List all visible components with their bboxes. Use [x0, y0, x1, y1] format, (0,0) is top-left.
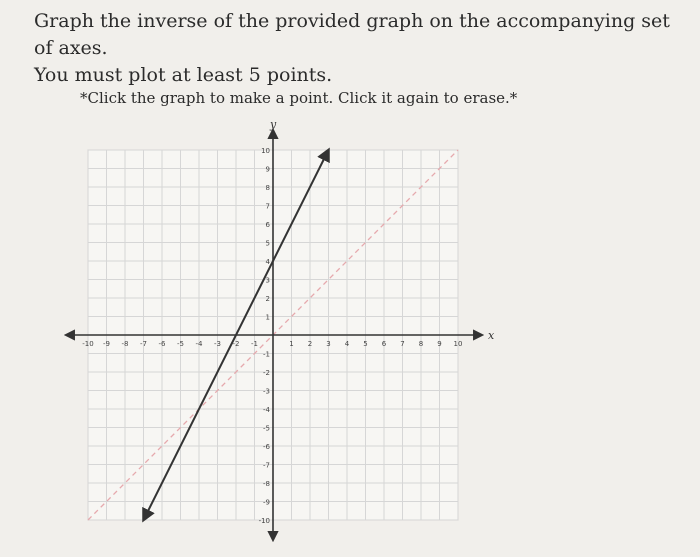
y-tick-label: 10 — [261, 147, 270, 155]
graph-canvas[interactable] — [60, 118, 495, 538]
x-axis-label: x — [488, 329, 495, 342]
y-tick-label: -1 — [263, 350, 270, 359]
y-tick-label: -6 — [263, 443, 270, 451]
y-tick-label: 4 — [265, 258, 270, 266]
y-tick-label: -8 — [263, 480, 270, 488]
question-line-2: You must plot at least 5 points. — [34, 64, 333, 86]
x-tick-label: -3 — [214, 340, 221, 348]
x-tick-label: -9 — [103, 340, 110, 348]
y-tick-label: 9 — [265, 165, 270, 174]
x-tick-label: -8 — [121, 340, 129, 348]
x-tick-label: 8 — [418, 340, 424, 348]
x-tick-label: 3 — [326, 340, 331, 348]
y-tick-label: 1 — [265, 313, 270, 322]
y-tick-label: 8 — [265, 184, 270, 192]
y-tick-label: -4 — [263, 406, 270, 414]
x-tick-label: 2 — [307, 340, 313, 348]
x-tick-label: -7 — [140, 340, 147, 348]
coordinate-plane[interactable] — [60, 118, 495, 538]
x-tick-label: -4 — [195, 340, 203, 348]
x-tick-label: 5 — [363, 340, 368, 348]
x-tick-label: -1 — [251, 340, 258, 348]
x-tick-label: -10 — [82, 340, 94, 348]
y-tick-label: -9 — [263, 498, 270, 507]
y-tick-label: 7 — [265, 202, 270, 211]
y-tick-label: 2 — [265, 295, 270, 303]
y-tick-label: -7 — [263, 461, 270, 470]
x-tick-label: -2 — [232, 340, 240, 348]
y-tick-label: -10 — [258, 517, 270, 525]
y-tick-label: -2 — [263, 369, 270, 377]
x-tick-label: -6 — [158, 340, 166, 348]
x-tick-label: 7 — [400, 340, 405, 348]
instruction-text: *Click the graph to make a point. Click it again to erase.* — [80, 89, 518, 107]
x-tick-label: -5 — [177, 340, 184, 348]
x-tick-label: 4 — [344, 340, 350, 348]
question-line-1: Graph the inverse of the provided graph on the accompanying set of axes. — [34, 10, 670, 59]
y-tick-label: -5 — [263, 424, 270, 433]
x-tick-label: 1 — [289, 340, 294, 348]
y-tick-label: -3 — [263, 387, 270, 396]
question-text — [34, 8, 684, 89]
y-tick-label: 3 — [265, 276, 270, 285]
y-tick-label: 6 — [265, 221, 270, 229]
y-axis-label: y — [270, 118, 277, 131]
x-tick-label: 6 — [381, 340, 387, 348]
y-tick-label: 5 — [265, 239, 270, 248]
x-tick-label: 10 — [453, 340, 463, 348]
x-tick-label: 9 — [437, 340, 442, 348]
